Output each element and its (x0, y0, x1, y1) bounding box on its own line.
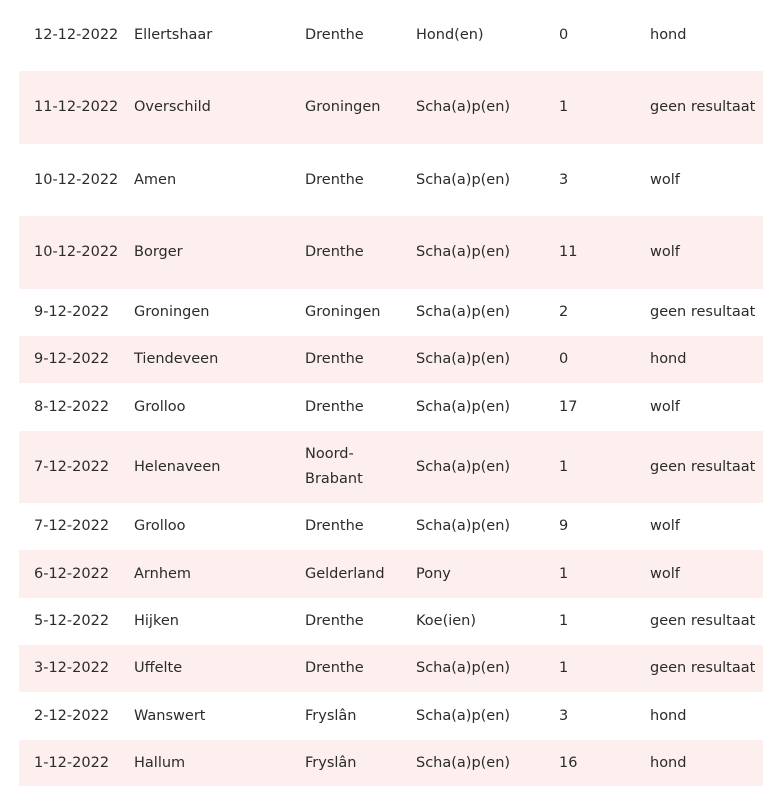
table-row (19, 289, 763, 336)
cell-date: 3-12-2022 (34, 660, 110, 676)
cell-count: 1 (559, 458, 569, 475)
cell-animal: Scha(a)p(en) (416, 244, 511, 260)
cell-province: Groningen (305, 99, 381, 115)
cell-animal: Scha(a)p(en) (416, 171, 511, 188)
cell-result: geen resultaat (650, 304, 756, 320)
cell-result: geen resultaat (650, 613, 756, 629)
cell-count: 3 (559, 171, 569, 188)
table-row (19, 692, 763, 740)
table-row (19, 71, 763, 144)
cell-date: 1-12-2022 (34, 754, 110, 771)
cell-count: 16 (559, 754, 578, 771)
cell-place: Uffelte (134, 660, 183, 676)
cell-animal: Scha(a)p(en) (416, 458, 511, 475)
cell-date: 10-12-2022 (34, 244, 119, 260)
table-row (19, 144, 763, 216)
table-row (19, 645, 763, 692)
cell-province: Drenthe (305, 244, 364, 260)
cell-count: 1 (559, 660, 569, 676)
cell-result: wolf (650, 398, 680, 415)
cell-count: 0 (559, 27, 569, 43)
cell-province: Gelderland (305, 565, 385, 582)
table-row (19, 336, 763, 383)
cell-count: 9 (559, 518, 569, 534)
table-row (19, 431, 763, 503)
cell-animal: Scha(a)p(en) (416, 398, 511, 415)
cell-place: Grolloo (134, 518, 186, 534)
incidents-table-body (19, 0, 763, 786)
cell-province: Drenthe (305, 613, 364, 629)
table-row (19, 0, 763, 71)
cell-place: Groningen (134, 304, 210, 320)
cell-date: 12-12-2022 (34, 27, 119, 43)
cell-count: 2 (559, 304, 569, 320)
cell-province: Noord-Brabant (305, 446, 363, 487)
cell-count: 3 (559, 707, 569, 724)
cell-date: 7-12-2022 (34, 458, 110, 475)
cell-date: 9-12-2022 (34, 351, 110, 367)
cell-result: wolf (650, 171, 680, 188)
cell-animal: Pony (416, 565, 451, 582)
cell-date: 10-12-2022 (34, 171, 119, 188)
cell-animal: Scha(a)p(en) (416, 99, 511, 115)
cell-place: Tiendeveen (134, 351, 219, 367)
cell-result: wolf (650, 518, 680, 534)
cell-province: Drenthe (305, 398, 364, 415)
cell-result: hond (650, 754, 687, 771)
table-row (19, 740, 763, 786)
cell-result: geen resultaat (650, 660, 756, 676)
cell-date: 2-12-2022 (34, 707, 110, 724)
cell-place: Ellertshaar (134, 27, 213, 43)
cell-count: 17 (559, 398, 578, 415)
cell-date: 5-12-2022 (34, 613, 110, 629)
cell-count: 0 (559, 351, 569, 367)
cell-province: Fryslân (305, 707, 357, 724)
cell-place: Borger (134, 244, 183, 260)
cell-place: Overschild (134, 99, 211, 115)
incidents-table-container (19, 0, 763, 786)
cell-date: 6-12-2022 (34, 565, 110, 582)
cell-result: hond (650, 27, 687, 43)
cell-animal: Scha(a)p(en) (416, 351, 511, 367)
cell-count: 11 (559, 244, 578, 260)
cell-province: Drenthe (305, 27, 364, 43)
cell-date: 9-12-2022 (34, 304, 110, 320)
cell-count: 1 (559, 565, 569, 582)
cell-place: Hallum (134, 754, 186, 771)
table-row (19, 503, 763, 550)
cell-animal: Scha(a)p(en) (416, 707, 511, 724)
table-row (19, 550, 763, 598)
cell-result: hond (650, 351, 687, 367)
table-row (19, 383, 763, 431)
cell-animal: Koe(ien) (416, 613, 477, 629)
cell-result: geen resultaat (650, 99, 756, 115)
cell-place: Arnhem (134, 565, 192, 582)
cell-result: hond (650, 707, 687, 724)
cell-animal: Hond(en) (416, 27, 484, 43)
cell-result: wolf (650, 244, 680, 260)
cell-date: 8-12-2022 (34, 398, 110, 415)
cell-province: Drenthe (305, 660, 364, 676)
cell-province: Drenthe (305, 518, 364, 534)
cell-result: wolf (650, 565, 680, 582)
cell-place: Wanswert (134, 707, 206, 724)
table-row (19, 216, 763, 289)
cell-result: geen resultaat (650, 458, 756, 475)
cell-animal: Scha(a)p(en) (416, 518, 511, 534)
cell-province: Fryslân (305, 754, 357, 771)
cell-animal: Scha(a)p(en) (416, 754, 511, 771)
cell-date: 7-12-2022 (34, 518, 110, 534)
cell-animal: Scha(a)p(en) (416, 660, 511, 676)
incidents-table (19, 0, 763, 786)
cell-place: Grolloo (134, 398, 186, 415)
cell-province: Drenthe (305, 171, 364, 188)
cell-province: Drenthe (305, 351, 364, 367)
cell-count: 1 (559, 99, 569, 115)
cell-place: Hijken (134, 613, 179, 629)
cell-animal: Scha(a)p(en) (416, 304, 511, 320)
cell-date: 11-12-2022 (34, 99, 119, 115)
cell-province: Groningen (305, 304, 381, 320)
cell-place: Helenaveen (134, 458, 221, 475)
table-row (19, 598, 763, 645)
cell-place: Amen (134, 171, 177, 188)
cell-count: 1 (559, 613, 569, 629)
